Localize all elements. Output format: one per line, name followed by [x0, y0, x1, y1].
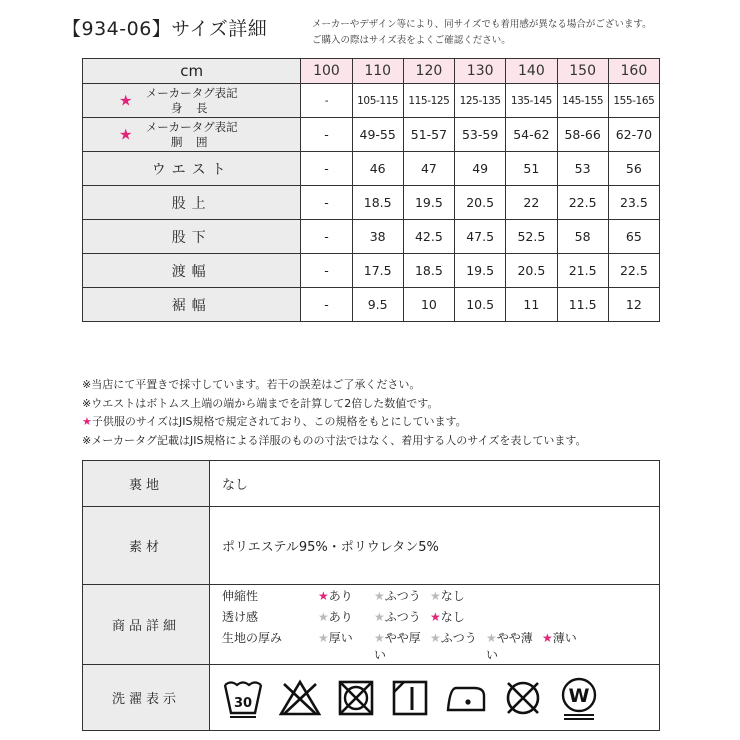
star-icon: ★: [374, 630, 385, 645]
size-row: [83, 254, 660, 288]
row-label: ウエスト: [83, 152, 301, 186]
size-row: [83, 84, 660, 118]
row-label: 股下: [83, 220, 301, 254]
size-cell: 11: [506, 288, 557, 322]
attribute-option: [486, 629, 542, 663]
attribute-name: 透け感: [222, 609, 259, 624]
row-label: [83, 84, 301, 118]
size-col-150: 150: [557, 59, 608, 84]
attribute-option: [318, 608, 374, 625]
attribute-option: [430, 587, 486, 604]
note-line: [82, 395, 587, 414]
star-icon: ★: [119, 91, 133, 110]
size-cell: 10: [403, 288, 454, 322]
size-cell: 53: [557, 152, 608, 186]
wet-clean-letter: W: [568, 684, 590, 707]
size-cell: 51: [506, 152, 557, 186]
star-icon: ★: [542, 630, 553, 645]
attribute-option: [374, 587, 430, 604]
attribute-option-text: ふつう: [440, 630, 477, 645]
size-cell: 53-59: [455, 118, 506, 152]
size-cell: 52.5: [506, 220, 557, 254]
detail-table: [82, 460, 660, 731]
size-cell: -: [301, 118, 352, 152]
attribute-option-text: あり: [328, 609, 353, 624]
size-cell: 22: [506, 186, 557, 220]
star-icon: ★: [430, 609, 441, 624]
attribute-name: 伸縮性: [222, 588, 259, 603]
size-row: [83, 288, 660, 322]
note-text: 当店にて平置きで採寸しています。若干の誤差はご了承ください。: [91, 378, 421, 391]
row-label: 裾幅: [83, 288, 301, 322]
row-label-line1: メーカータグ表記: [145, 120, 238, 135]
size-cell: 155-165: [608, 84, 659, 118]
note-line: [82, 413, 587, 432]
size-cell: 49-55: [352, 118, 403, 152]
size-row: [83, 118, 660, 152]
size-cell: 21.5: [557, 254, 608, 288]
size-cell: 9.5: [352, 288, 403, 322]
star-icon: ★: [318, 609, 329, 624]
size-cell: 105-115: [352, 84, 403, 118]
star-icon: ★: [374, 588, 385, 603]
row-label: 渡幅: [83, 254, 301, 288]
product-detail-label: 商品詳細: [83, 585, 210, 665]
attribute-option-text: あり: [328, 588, 353, 603]
size-cell: 23.5: [608, 186, 659, 220]
note-line: [82, 432, 587, 451]
star-icon: ★: [374, 609, 385, 624]
size-cell: 58-66: [557, 118, 608, 152]
attribute-option-text: 薄い: [552, 630, 577, 645]
size-cell: 11.5: [557, 288, 608, 322]
washing-icons: [218, 676, 659, 720]
note-mark: ※: [82, 378, 92, 391]
material-label: 素材: [83, 507, 210, 585]
attribute-option: [318, 629, 374, 663]
size-table: [82, 58, 660, 322]
size-cell: 62-70: [608, 118, 659, 152]
attribute-option: [430, 629, 486, 663]
size-cell: 47.5: [455, 220, 506, 254]
top-note-2: ご購入の際はサイズ表をよくご確認ください。: [312, 35, 511, 46]
size-cell: 20.5: [455, 186, 506, 220]
size-cell: 51-57: [403, 118, 454, 152]
size-cell: 22.5: [557, 186, 608, 220]
star-icon: ★: [119, 125, 133, 144]
row-label: 股上: [83, 186, 301, 220]
size-cell: 12: [608, 288, 659, 322]
size-cell: -: [301, 186, 352, 220]
page-title: 【934-06】サイズ詳細: [62, 18, 268, 40]
size-cell: 10.5: [455, 288, 506, 322]
size-col-140: 140: [506, 59, 557, 84]
size-notes: [82, 376, 587, 450]
no-tumble-dry-icon: [336, 678, 376, 718]
size-cell: 115-125: [403, 84, 454, 118]
size-col-130: 130: [455, 59, 506, 84]
attribute-option-text: やや薄い: [486, 630, 533, 662]
size-cell: 58: [557, 220, 608, 254]
size-cell: -: [301, 152, 352, 186]
size-row: [83, 220, 660, 254]
size-cell: -: [301, 220, 352, 254]
size-cell: 19.5: [403, 186, 454, 220]
size-cell: 125-135: [455, 84, 506, 118]
size-cell: 19.5: [455, 254, 506, 288]
size-cell: 22.5: [608, 254, 659, 288]
attribute-option: [318, 587, 374, 604]
size-cell: 20.5: [506, 254, 557, 288]
note-mark: ※: [82, 433, 92, 447]
washing-label: 洗濯表示: [83, 665, 210, 731]
size-row: [83, 186, 660, 220]
attribute-option: [542, 629, 602, 663]
attribute-option: [374, 608, 430, 625]
size-cell: 49: [455, 152, 506, 186]
attribute-option-text: なし: [440, 588, 465, 603]
lining-value: なし: [210, 461, 660, 507]
wash-temp-text: 30: [233, 695, 253, 711]
row-label-line2: 胴 囲: [170, 134, 213, 149]
size-cell: 65: [608, 220, 659, 254]
size-cell: 54-62: [506, 118, 557, 152]
material-value: ポリエステル95%・ポリウレタン5%: [210, 507, 660, 585]
size-col-160: 160: [608, 59, 659, 84]
note-mark: ★: [82, 415, 92, 428]
size-cell: 18.5: [403, 254, 454, 288]
note-text: ウエストはボトムス上端の端から端までを計算して2倍した数値です。: [91, 396, 439, 410]
size-col-100: 100: [301, 59, 352, 84]
star-icon: ★: [430, 588, 441, 603]
size-header-row: [83, 59, 660, 84]
size-cell: 18.5: [352, 186, 403, 220]
size-cell: 47: [403, 152, 454, 186]
line-dry-shade-icon: [390, 678, 430, 718]
attribute-name: 生地の厚み: [222, 630, 283, 645]
attribute-option: [430, 608, 486, 625]
attribute-option-text: なし: [440, 609, 465, 624]
wash-tub-30-icon: [222, 677, 264, 719]
top-note-1: メーカーやデザイン等により、同サイズでも着用感が異なる場合がございます。: [312, 19, 652, 30]
size-cell: -: [301, 288, 352, 322]
star-icon: ★: [430, 630, 441, 645]
attribute-option-text: ふつう: [384, 588, 421, 603]
attribute-option-text: やや厚い: [374, 630, 421, 662]
size-cell: 38: [352, 220, 403, 254]
unit-label: cm: [83, 59, 301, 84]
row-label-line1: メーカータグ表記: [145, 86, 238, 101]
size-cell: 56: [608, 152, 659, 186]
attribute-option: [374, 629, 430, 663]
wet-clean-icon: [558, 676, 600, 720]
star-icon: ★: [318, 588, 329, 603]
iron-low-icon: [444, 678, 488, 718]
size-cell: 42.5: [403, 220, 454, 254]
no-bleach-icon: [278, 678, 322, 718]
note-mark: ※: [82, 396, 92, 410]
size-col-110: 110: [352, 59, 403, 84]
star-icon: ★: [486, 630, 497, 645]
no-dry-clean-icon: [502, 677, 544, 719]
lining-label: 裏地: [83, 461, 210, 507]
attribute-option-text: ふつう: [384, 609, 421, 624]
size-row: [83, 152, 660, 186]
row-label-line2: 身 長: [170, 100, 213, 115]
star-icon: ★: [318, 630, 329, 645]
size-col-120: 120: [403, 59, 454, 84]
note-text: メーカータグ記載はJIS規格による洋服のものの寸法ではなく、着用する人のサイズを表しています。: [91, 433, 587, 447]
attribute-grid: [222, 587, 659, 663]
size-cell: 46: [352, 152, 403, 186]
size-cell: 135-145: [506, 84, 557, 118]
size-cell: 145-155: [557, 84, 608, 118]
note-text: 子供服のサイズはJIS規格で規定されており、この規格をもとにしています。: [91, 415, 467, 428]
size-cell: -: [301, 254, 352, 288]
note-line: [82, 376, 587, 395]
size-cell: -: [301, 84, 352, 118]
row-label: [83, 118, 301, 152]
size-cell: 17.5: [352, 254, 403, 288]
attribute-option-text: 厚い: [328, 630, 353, 645]
